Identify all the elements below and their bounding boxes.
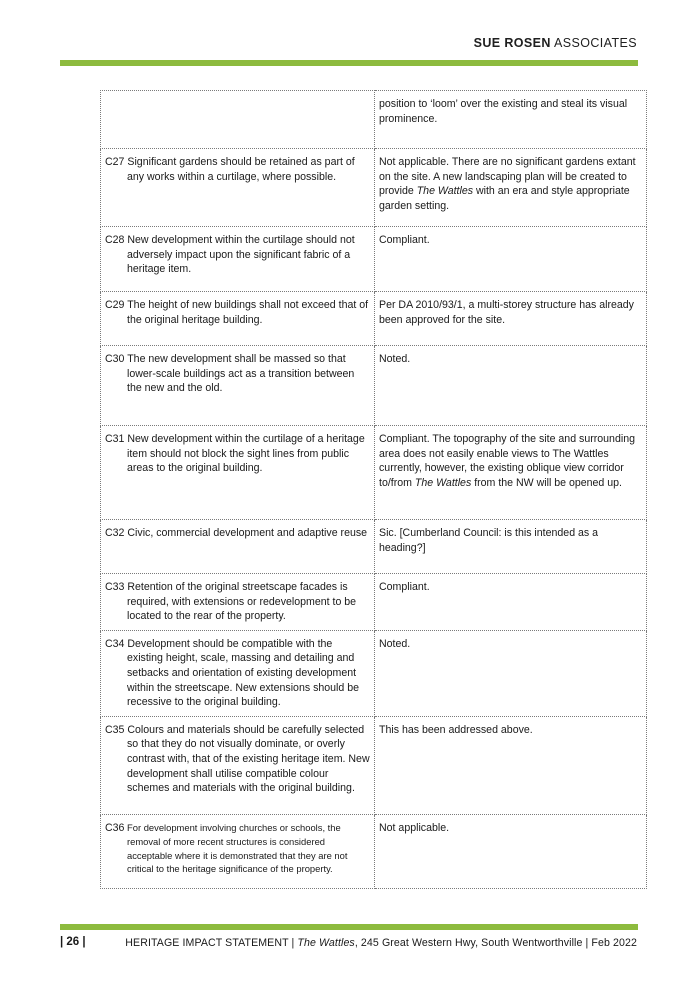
control-text: The new development shall be massed so that lower-scale buildings act as a transition between the new and the old. <box>127 353 355 395</box>
response-text: with an era and style appropriate garden setting. <box>379 185 630 212</box>
footer-title-text: HERITAGE IMPACT STATEMENT | <box>125 937 298 949</box>
response-cell: Sic. [Cumberland Council: is this intended as a heading?] <box>375 520 647 574</box>
page-number: | 26 | <box>60 936 86 948</box>
control-cell <box>101 227 375 292</box>
response-emphasis: The Wattles <box>416 185 474 198</box>
control-text: New development within the curtilage of a heritage item should not block the sight lines from public areas to the original building. <box>127 433 365 475</box>
control-cell <box>101 426 375 520</box>
control-text: New development within the curtilage should not adversely impact upon the significant fabric of a heritage item. <box>127 234 355 276</box>
control-id: C36 <box>105 821 125 834</box>
response-cell: Compliant. <box>375 574 647 631</box>
control-cell <box>101 91 375 149</box>
control-id: C32 <box>105 527 125 539</box>
header-rule <box>60 60 638 66</box>
footer-rule <box>60 924 638 930</box>
response-emphasis: The Wattles <box>414 476 472 489</box>
response-text: Not applicable. There are no significant gardens extant on the site. A new landscaping plan will be created to provide <box>379 156 636 198</box>
control-id: C31 <box>105 433 125 445</box>
control-id: C33 <box>105 581 125 593</box>
control-cell <box>101 630 375 716</box>
table-row <box>101 520 647 574</box>
brand-name-regular: ASSOCIATES <box>554 36 637 50</box>
control-cell <box>101 520 375 574</box>
control-cell <box>101 292 375 346</box>
control-text: Civic, commercial development and adaptive reuse <box>127 527 368 539</box>
response-cell <box>375 149 647 227</box>
table-row <box>101 346 647 426</box>
table-row <box>101 716 647 814</box>
control-cell <box>101 149 375 227</box>
response-cell: Noted. <box>375 630 647 716</box>
table-row <box>101 630 647 716</box>
control-text: The height of new buildings shall not exceed that of the original heritage building. <box>127 299 369 326</box>
response-cell <box>375 426 647 520</box>
response-text: from the NW will be opened up. <box>471 476 622 489</box>
response-cell: Per DA 2010/93/1, a multi-storey structure has already been approved for the site. <box>375 292 647 346</box>
footer-title-emphasis: The Wattles <box>297 937 355 949</box>
control-cell <box>101 346 375 426</box>
control-text: Significant gardens should be retained as part of any works within a curtilage, where possible. <box>127 156 355 183</box>
brand-logo-text <box>474 36 637 50</box>
table-row <box>101 149 647 227</box>
control-id: C27 <box>105 156 125 168</box>
response-cell: Compliant. <box>375 227 647 292</box>
footer-title-text: , 245 Great Western Hwy, South Wentworthville | Feb 2022 <box>354 937 637 949</box>
response-cell: position to ‘loom’ over the existing and steal its visual prominence. <box>375 91 647 149</box>
control-id: C30 <box>105 353 125 365</box>
table-row <box>101 426 647 520</box>
control-cell <box>101 574 375 631</box>
control-id: C35 <box>105 723 125 736</box>
response-cell: Not applicable. <box>375 814 647 888</box>
table-row <box>101 292 647 346</box>
response-cell: This has been addressed above. <box>375 716 647 814</box>
control-text: Colours and materials should be carefully selected so that they do not visually dominate, or overly contrast with, that of the existing heritage item. New development shall utilise compatible colour schemes and materials with the original building. <box>127 723 370 795</box>
control-id: C29 <box>105 299 125 311</box>
table-row <box>101 227 647 292</box>
control-text: Development should be compatible with the existing height, scale, massing and detailing and setbacks and orientation of existing development within the streetscape. New extensions should be recessive to the original building. <box>127 637 360 709</box>
brand-name-bold: SUE ROSEN <box>473 36 551 50</box>
control-text: Retention of the original streetscape facades is required, with extensions or redevelopment to be located to the rear of the property. <box>127 581 357 623</box>
response-cell: Noted. <box>375 346 647 426</box>
control-text: For development involving churches or schools, the removal of more recent structures is considered acceptable where it is demonstrated that they are not critical to the heritage significance of the property. <box>127 821 348 874</box>
response-text: Compliant. The topography of the site and surrounding area does not easily enable views to The Wattles currently, however, the existing oblique view corridor to/from <box>379 433 635 489</box>
table-row <box>101 91 647 149</box>
control-id: C34 <box>105 637 125 650</box>
control-cell <box>101 716 375 814</box>
control-id: C28 <box>105 234 125 246</box>
table-row <box>101 814 647 888</box>
controls-table <box>100 90 647 889</box>
table-row <box>101 574 647 631</box>
footer-title <box>125 937 637 949</box>
control-cell <box>101 814 375 888</box>
